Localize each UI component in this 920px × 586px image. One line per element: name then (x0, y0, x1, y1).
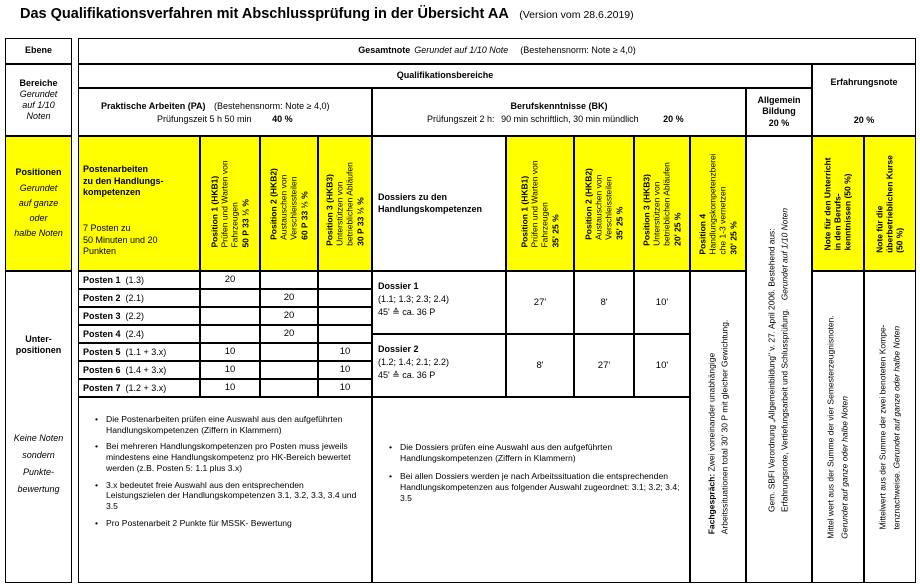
page-title (20, 5, 634, 23)
posten-value (200, 361, 260, 379)
position-value: 50 P 33 ⅓ % (240, 198, 251, 248)
position-text: Austauschen von (593, 174, 604, 240)
ebene-cell (5, 38, 72, 64)
position-value: 35' 25 % (614, 206, 625, 240)
pa-title: Praktische Arbeiten (PA) (101, 101, 206, 111)
position-text: Fahrzeugen (540, 201, 550, 248)
posten-label: Posten 6 (83, 365, 121, 375)
posten-label: Posten 5 (83, 347, 121, 357)
erf-text-1 (812, 271, 864, 583)
list-item: • Die Dossiers prüfen eine Auswahl aus den aufgeführten Handlungskompetenzen (Ziffern in Klammern) (387, 442, 681, 463)
postenarbeiten-title-line: kompetenzen (83, 187, 141, 198)
erf-position-1 (812, 136, 864, 271)
posten-value (260, 307, 318, 325)
dossier-value (506, 271, 574, 334)
value-text: 27' (533, 296, 547, 308)
bk-position-2 (574, 136, 634, 271)
posten-label: Posten 2 (83, 293, 121, 303)
dossier-value (634, 334, 690, 397)
fachgespraech-text: Zwei voneinander unabhängige (706, 352, 717, 474)
pa-header (78, 88, 372, 136)
position-title: Position 2 (HKB2) (583, 167, 594, 240)
pa-pct: 40 % (272, 114, 293, 124)
erf-position-line: Note für die (874, 205, 885, 253)
posten-value (200, 325, 260, 343)
dossier-refs: (1.1; 1.3; 2.3; 2.4) (378, 294, 450, 305)
position-title: Position 1 (HKB1) (209, 175, 220, 248)
dossier-value (574, 271, 634, 334)
erf-text-note: Gerundet auf ganze oder halbe Noten (891, 325, 901, 469)
gesamtnote-label: Gesamtnote (358, 45, 411, 56)
position-title: Position 3 (HKB3) (324, 173, 335, 246)
unter-note-line: Punkte- (22, 467, 55, 478)
unterpositionen-label-line: positionen (15, 345, 62, 356)
list-item: • Pro Postenarbeit 2 Punkte für MSSK- Bewertung (93, 518, 363, 529)
list-item: • Die Postenarbeiten prüfen eine Auswahl aus den aufgeführten Handlungskompetenzen (Ziffern in Klammern) (93, 414, 363, 435)
bk-position-3 (634, 136, 690, 271)
ab-line1: Allgemein (757, 95, 801, 106)
postenarbeiten-desc-line: 7 Posten zu (83, 223, 131, 233)
unter-note-line: bewertung (17, 484, 60, 495)
positionen-note-line: halbe Noten (14, 228, 63, 239)
value-text: 8' (536, 359, 544, 371)
erf-text-note: Gerundet auf ganze oder halbe Noten (839, 396, 849, 539)
posten-value (318, 361, 372, 379)
gesamtnote-sub: Gerundet auf 1/10 Note (414, 45, 509, 56)
position-text: Prüfen und Warten von (529, 159, 540, 248)
dossier-value (506, 334, 574, 397)
erf-position-line: überbetrieblichen Kurse (884, 154, 895, 253)
bk-zeit: Prüfungszeit 2 h: (427, 114, 495, 124)
bk-header (372, 88, 746, 136)
posten-ref: (2.4) (125, 329, 145, 339)
ab-header (746, 88, 812, 136)
gesamtnote-norm: (Bestehensnorm: Note ≥ 4,0) (520, 45, 636, 56)
bereiche-label: Bereiche (19, 77, 58, 88)
postenarbeiten-cell (78, 136, 200, 271)
value-text: 20 (224, 274, 236, 286)
ab-text-line: Erfahrungsnote, Vertiefungsarbeit und Schlussprüfung. (780, 308, 790, 512)
position-title: Position 1 (HKB1) (519, 175, 530, 248)
dossier-value (574, 334, 634, 397)
posten-ref: (1.4 + 3.x) (125, 365, 167, 375)
erfahrungsnote-pct: 20 % (853, 115, 875, 125)
position-text: Prüfen und Warten von (219, 159, 230, 248)
positionen-note-line: auf ganze (18, 197, 59, 208)
pa-norm: (Bestehensnorm: Note ≥ 4,0) (214, 101, 330, 111)
posten-value (260, 379, 318, 397)
table-row (78, 343, 200, 361)
unter-note-line: sondern (22, 450, 55, 461)
table-row (78, 379, 200, 397)
position-title: Position 4 (697, 213, 708, 255)
position-text: Handlungskompetenzberei (707, 152, 718, 255)
postenarbeiten-title-line: Postenarbeiten (83, 164, 149, 174)
position-value: 30' 25 % (728, 220, 739, 255)
dossier-value (634, 271, 690, 334)
erf-text-line: Mittelwert aus der Summe der zwei benoteten Kompe- (877, 324, 888, 530)
posten-value (318, 379, 372, 397)
posten-ref: (1.2 + 3.x) (125, 383, 167, 393)
value-text: 20 (283, 328, 295, 340)
erf-text-line: tenznachweise. (891, 470, 901, 530)
value-text: 27' (597, 359, 611, 371)
erf-position-line: Note für den Unterricht (822, 156, 833, 251)
dossiers-title-line: Dossiers zu den (378, 192, 448, 202)
table-row (78, 325, 200, 343)
posten-ref: (2.1) (125, 293, 145, 303)
erf-position-line: kenntnissen (50 %) (843, 173, 854, 251)
qualifikationsbereiche-header (78, 64, 812, 88)
position-text: Unterstützen von (334, 181, 345, 246)
ab-pct: 20 % (768, 117, 790, 128)
bk-title: Berufskenntnisse (BK) (510, 101, 608, 111)
position-text: betrieblichen Abläufen (345, 161, 355, 246)
position-text: Verschleissteilen (289, 176, 299, 240)
posten-value (318, 343, 372, 361)
dossier-duration: 45' ≙ ca. 36 P (378, 370, 436, 381)
dossiers-title-line: Handlungskompetenzen (378, 203, 483, 214)
table-row (78, 307, 200, 325)
fachgespraech-cell (690, 271, 746, 583)
dossier-title: Dossier 1 (378, 281, 419, 291)
unterpositionen-label-line: Unter- (25, 334, 52, 344)
ab-text-line: Gem. SBFI Verordnung „Allgemeinbildung" v. 27. April 2006. Bestehend aus: (766, 227, 777, 512)
unterpositionen-cell (5, 271, 72, 583)
erf-text-line: Mittel wert aus der Summe der vier Semesterzeugnisnoten. (825, 315, 836, 539)
dossier-title: Dossier 2 (378, 344, 419, 354)
posten-value (260, 343, 318, 361)
posten-value (318, 289, 372, 307)
value-text: 20 (283, 310, 295, 322)
dossiers-desc-cell (372, 136, 506, 271)
value-text: 10 (339, 364, 351, 376)
list-item: • Bei mehreren Handlungskompetenzen pro Posten muss jeweils mindestens eine Handlungskompetenz pro HK-Bereich bewertet werden (z.B. Posten 5: 1.1 plus 3.x) (93, 441, 363, 473)
position-text: Verschleissteilen (604, 176, 614, 240)
posten-value (200, 271, 260, 289)
dossier-row (372, 271, 506, 334)
value-text: 10 (224, 364, 236, 376)
ab-text-cell (746, 136, 812, 583)
position-value: 30 P 33 ⅓ % (355, 196, 366, 246)
position-title: Position 3 (HKB3) (641, 173, 652, 246)
pa-position-1 (200, 136, 260, 271)
posten-value (260, 271, 318, 289)
postenarbeiten-desc-line: Punkten (83, 246, 117, 257)
bereiche-note-line: auf 1/10 (22, 100, 55, 110)
bk-pct: 20 % (663, 114, 684, 124)
positionen-note-line: Gerundet (19, 182, 58, 193)
posten-ref: (1.1 + 3.x) (125, 347, 167, 357)
erf-position-2 (864, 136, 916, 271)
position-value: 35' 25 % (550, 213, 561, 248)
posten-label: Posten 4 (83, 329, 121, 339)
posten-label: Posten 7 (83, 383, 121, 393)
table-row (78, 271, 200, 289)
value-text: 8' (600, 296, 608, 308)
table-row (78, 289, 200, 307)
value-text: 10 (339, 382, 351, 394)
position-text: che 1-3 vernetzen (718, 186, 728, 255)
posten-ref: (1.3) (125, 275, 145, 285)
ab-line2: Bildung (762, 106, 796, 117)
posten-value (260, 361, 318, 379)
erf-text-2 (864, 271, 916, 583)
erf-position-line: (50 %) (895, 227, 906, 253)
positionen-note-line: oder (29, 213, 48, 224)
value-text: 10 (339, 346, 351, 358)
postenarbeiten-title-line: zu den Handlungs- (83, 175, 164, 186)
position-text: betrieblichen Abläufen (662, 161, 672, 246)
bk-notes (372, 397, 690, 583)
value-text: 10' (655, 359, 669, 371)
list-item: • 3.x bedeutet freie Auswahl aus den entsprechenden Leistungszielen der Handlungskompetenzen 3.1, 3.2, 3.3, 3.4 und 3.5 (93, 480, 363, 512)
positionen-cell (5, 136, 72, 271)
pa-notes (78, 397, 372, 583)
posten-value (318, 271, 372, 289)
posten-label: Posten 3 (83, 311, 121, 321)
posten-value (318, 325, 372, 343)
fachgespraech-label: Fachgespräch: (706, 473, 717, 535)
ab-text-note: Gerundet auf 1/10 Noten (780, 207, 790, 300)
fachgespraech-text: Arbeitssituationen total 30' 30 P mit gleicher Gewichtung. (719, 319, 729, 535)
title-version: (Version vom 28.6.2019) (519, 9, 634, 21)
position-value: 60 P 33 ⅓ % (299, 190, 310, 240)
bereiche-cell (5, 64, 72, 136)
position-text: Unterstützen von (651, 181, 662, 246)
pa-position-3 (318, 136, 372, 271)
value-text: 10 (224, 346, 236, 358)
positionen-label: Positionen (15, 167, 62, 178)
posten-value (200, 307, 260, 325)
value-text: 10' (655, 296, 669, 308)
pa-zeit: Prüfungszeit 5 h 50 min (157, 114, 252, 124)
position-value: 20' 25 % (672, 212, 683, 246)
posten-label: Posten 1 (83, 275, 121, 285)
posten-value (260, 289, 318, 307)
unter-note-line: Keine Noten (13, 433, 64, 443)
position-title: Position 2 (HKB2) (268, 167, 279, 240)
posten-value (200, 289, 260, 307)
postenarbeiten-desc-line: 50 Minuten und 20 (83, 234, 158, 245)
dossier-duration: 45' ≙ ca. 36 P (378, 307, 436, 318)
bk-position-4 (690, 136, 746, 271)
bk-position-1 (506, 136, 574, 271)
posten-ref: (2.2) (125, 311, 145, 321)
pa-position-2 (260, 136, 318, 271)
qualifikationsbereiche-label: Qualifikationsbereiche (396, 70, 494, 81)
gesamtnote-row (78, 38, 916, 64)
posten-value (200, 343, 260, 361)
table-row (78, 361, 200, 379)
bereiche-note-line: Gerundet (19, 88, 58, 99)
ebene-label: Ebene (24, 45, 52, 56)
posten-value (260, 325, 318, 343)
position-text: Fahrzeugen (230, 201, 240, 248)
value-text: 10 (224, 382, 236, 394)
dossier-refs: (1.2; 1.4; 2.1; 2.2) (378, 357, 450, 368)
posten-value (318, 307, 372, 325)
bk-detail: 90 min schriftlich, 30 min mündlich (501, 114, 639, 124)
bereiche-note-line: Noten (26, 111, 51, 122)
erf-position-line: in den Berufs- (832, 192, 843, 251)
erfahrungsnote-cell (812, 64, 916, 136)
dossier-row (372, 334, 506, 397)
erfahrungsnote-label: Erfahrungsnote (830, 77, 898, 87)
posten-value (200, 379, 260, 397)
position-text: Austauschen von (278, 174, 289, 240)
value-text: 20 (283, 292, 295, 304)
title-main: Das Qualifikationsverfahren mit Abschlussprüfung in der Übersicht AA (20, 6, 509, 22)
list-item: • Bei allen Dossiers werden je nach Arbeitssituation die entsprechenden Handlungskompetenzen aus folgender Auswahl zugeordnet: 3.1; 3.2; 3.4; 3.5 (387, 471, 681, 503)
